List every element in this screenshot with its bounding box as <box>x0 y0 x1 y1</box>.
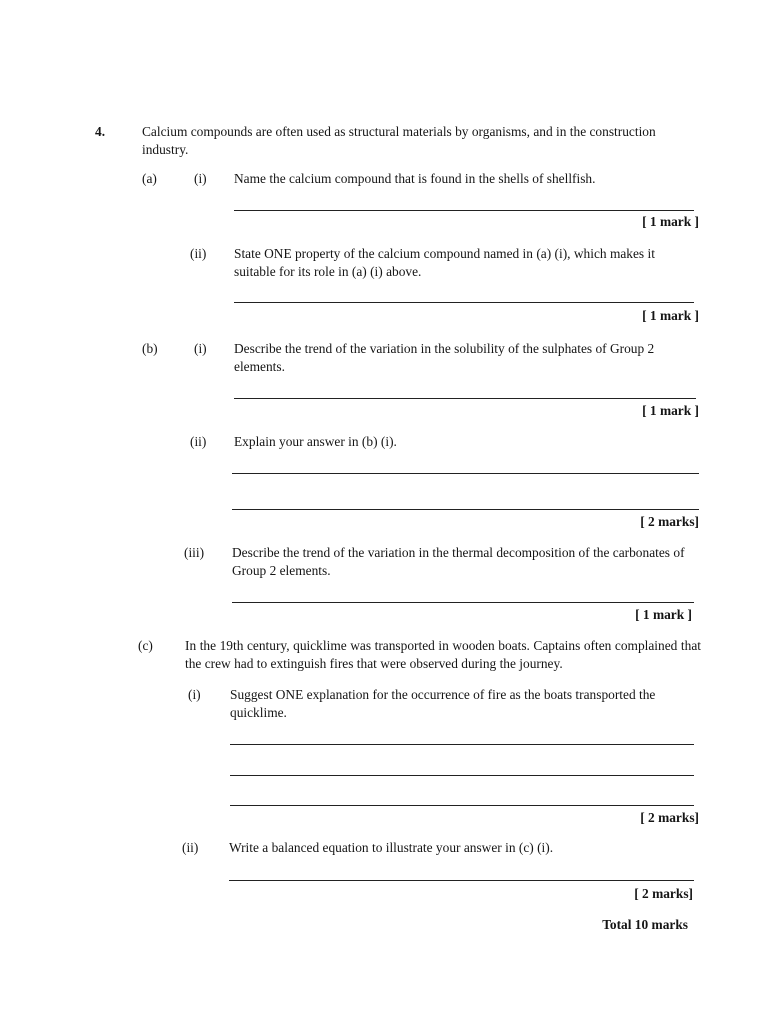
part-c-ii-text: Write a balanced equation to illustrate your answer in (c) (i). <box>229 840 554 855</box>
question-number: 4. <box>95 124 106 139</box>
marks-a-ii: [ 1 mark ] <box>642 308 699 323</box>
part-b-i-label: (i) <box>194 341 207 356</box>
marks-c-ii: [ 2 marks] <box>634 886 693 901</box>
part-a-ii-label: (ii) <box>190 246 207 261</box>
part-a-ii-text: State ONE property of the calcium compound named in (a) (i), which makes it suitable for its role in (a) (i) above. <box>234 246 655 279</box>
marks-b-i: [ 1 mark ] <box>642 403 699 418</box>
marks-b-iii: [ 1 mark ] <box>635 607 692 622</box>
answer-line-c-i-2[interactable] <box>230 775 694 776</box>
marks-a-i: [ 1 mark ] <box>642 214 699 229</box>
part-a-i-label: (i) <box>194 171 207 186</box>
part-b-i-text: Describe the trend of the variation in the solubility of the sulphates of Group 2 elements. <box>234 341 655 374</box>
answer-line-a-ii[interactable] <box>234 302 694 303</box>
part-c-i-label: (i) <box>188 687 201 702</box>
answer-line-b-ii-1[interactable] <box>232 473 699 474</box>
answer-line-b-iii[interactable] <box>232 602 694 603</box>
answer-line-a-i[interactable] <box>234 210 694 211</box>
part-c-ii-label: (ii) <box>182 840 199 855</box>
part-c-i-text: Suggest ONE explanation for the occurrence of fire as the boats transported the quicklime. <box>230 687 656 720</box>
marks-b-ii: [ 2 marks] <box>640 514 699 529</box>
part-b-iii-text: Describe the trend of the variation in the thermal decomposition of the carbonates of Group 2 elements. <box>232 545 685 578</box>
part-b-iii-label: (iii) <box>184 545 205 560</box>
part-a-i-text: Name the calcium compound that is found in the shells of shellfish. <box>234 171 596 186</box>
question-intro: Calcium compounds are often used as structural materials by organisms, and in the construction industry. <box>142 124 656 157</box>
part-c-intro: In the 19th century, quicklime was transported in wooden boats. Captains often complained that the crew had to extinguish fires that were observed during the journey. <box>185 638 701 671</box>
part-c-label: (c) <box>138 638 153 653</box>
answer-line-c-ii[interactable] <box>229 880 694 881</box>
part-a-label: (a) <box>142 171 157 186</box>
part-b-ii-label: (ii) <box>190 434 207 449</box>
part-b-ii-text: Explain your answer in (b) (i). <box>234 434 397 449</box>
part-b-label: (b) <box>142 341 158 356</box>
marks-c-i: [ 2 marks] <box>640 810 699 825</box>
answer-line-c-i-1[interactable] <box>230 744 694 745</box>
answer-line-b-ii-2[interactable] <box>232 509 699 510</box>
answer-line-c-i-3[interactable] <box>230 805 694 806</box>
answer-line-b-i[interactable] <box>234 398 696 399</box>
total-marks: Total 10 marks <box>602 917 688 932</box>
